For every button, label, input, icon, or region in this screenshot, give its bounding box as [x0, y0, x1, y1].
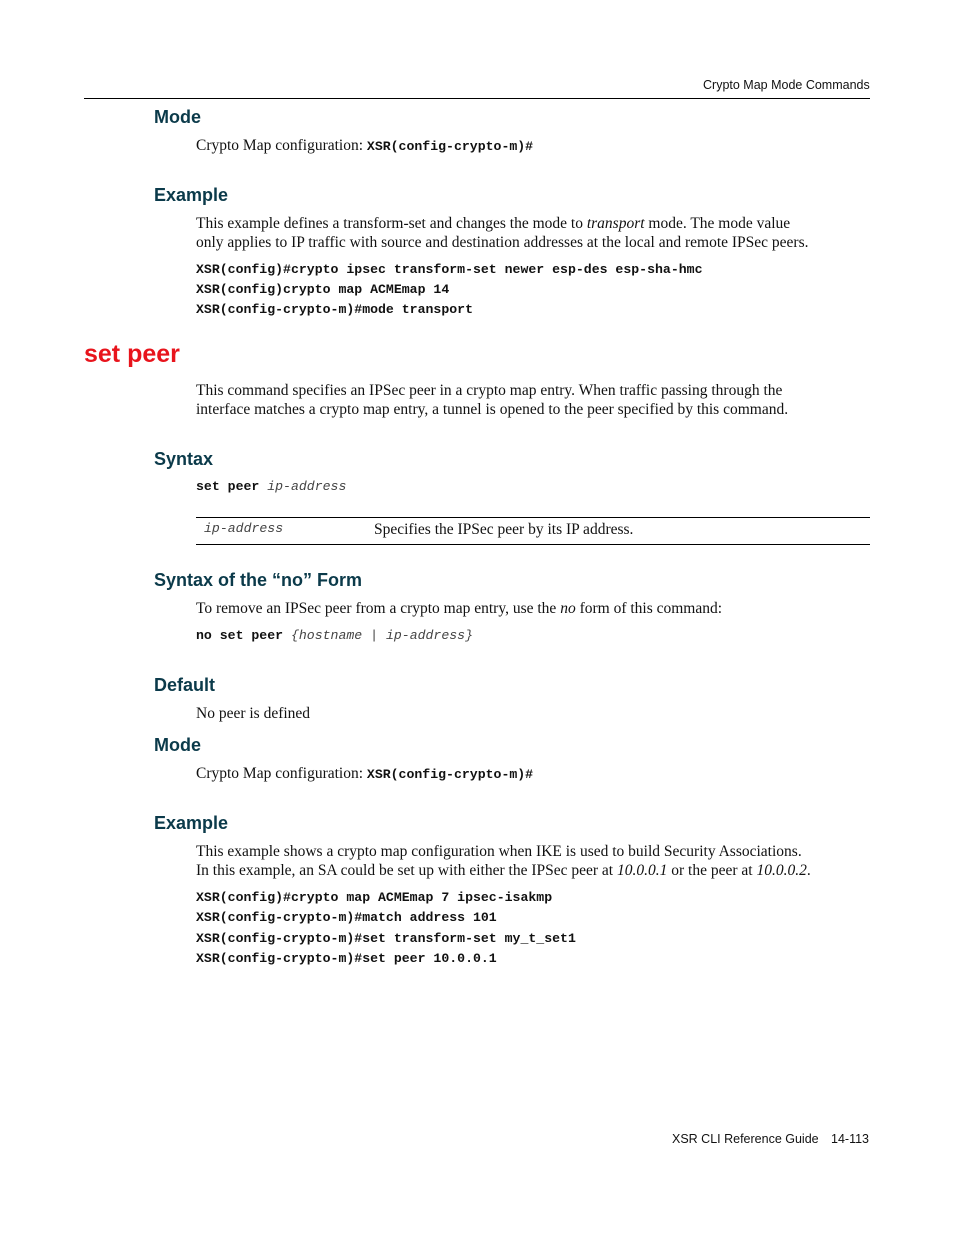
footer-page-number: 14-113	[831, 1132, 869, 1146]
mode-heading: Mode	[154, 107, 201, 127]
default-heading: Default	[154, 675, 216, 695]
running-header: Crypto Map Mode Commands	[703, 78, 870, 92]
table-top-rule	[196, 517, 870, 518]
table-bottom-rule	[196, 544, 870, 545]
example-paragraph-line1: This example defines a transform-set and changes the mode to transport mode. The mode value	[196, 215, 791, 232]
mode-text: Crypto Map configuration: XSR(config-crypto-m)#	[196, 137, 534, 154]
header-rule	[84, 98, 870, 99]
example-paragraph-line2: In this example, an SA could be set up with either the IPSec peer at 10.0.0.1 or the peer at 10.0.0.2.	[196, 862, 811, 879]
syntax-command: set peer ip-address	[196, 479, 347, 494]
code-line: XSR(config)#crypto ipsec transform-set newer esp-des esp-sha-hmc	[196, 262, 703, 277]
code-line: XSR(config-crypto-m)#set peer 10.0.0.1	[196, 951, 497, 966]
command-title: set peer	[84, 340, 180, 368]
default-text: No peer is defined	[196, 705, 311, 722]
param-name: ip-address	[204, 521, 284, 536]
footer-guide-title: XSR CLI Reference Guide	[672, 1132, 819, 1146]
param-description: Specifies the IPSec peer by its IP address.	[374, 521, 634, 538]
no-form-command: no set peer {hostname | ip-address}	[196, 628, 474, 643]
code-line: XSR(config-crypto-m)#set transform-set my_t_set1	[196, 931, 576, 946]
command-desc-line2: interface matches a crypto map entry, a tunnel is opened to the peer specified by this command.	[196, 401, 789, 418]
no-form-text: To remove an IPSec peer from a crypto map entry, use the no form of this command:	[196, 600, 723, 617]
mode-text: Crypto Map configuration: XSR(config-crypto-m)#	[196, 765, 534, 782]
code-line: XSR(config)crypto map ACMEmap 14	[196, 282, 450, 297]
no-form-heading: Syntax of the “no” Form	[154, 570, 363, 590]
example-paragraph-line2: only applies to IP traffic with source and destination addresses at the local and remote IPSec peers.	[196, 234, 809, 251]
example-paragraph-line1: This example shows a crypto map configuration when IKE is used to build Security Associations.	[196, 843, 802, 860]
code-line: XSR(config-crypto-m)#mode transport	[196, 302, 473, 317]
mode-heading: Mode	[154, 735, 201, 755]
example-heading: Example	[154, 813, 229, 833]
code-line: XSR(config)#crypto map ACMEmap 7 ipsec-isakmp	[196, 890, 553, 905]
command-desc-line1: This command specifies an IPSec peer in a crypto map entry. When traffic passing through the	[196, 382, 783, 399]
example-heading: Example	[154, 185, 229, 205]
syntax-heading: Syntax	[154, 449, 214, 469]
code-line: XSR(config-crypto-m)#match address 101	[196, 910, 497, 925]
